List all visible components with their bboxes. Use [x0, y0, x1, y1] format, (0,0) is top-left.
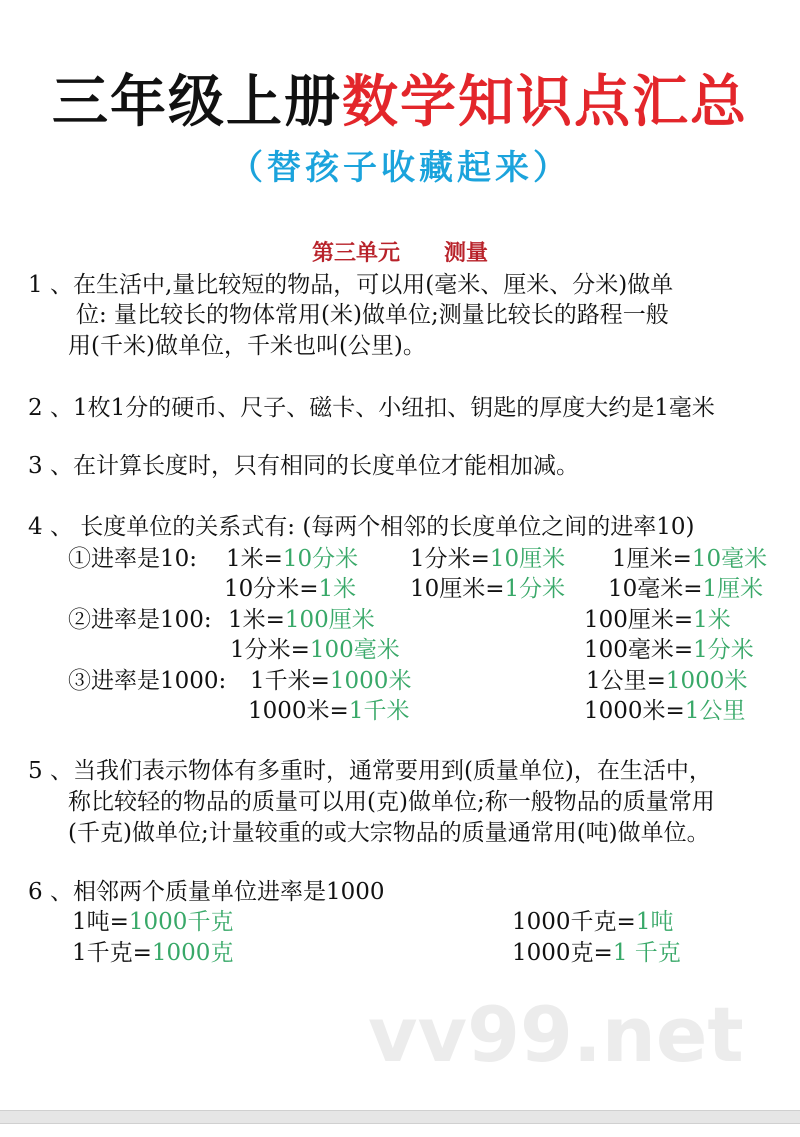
item-1-line-3: 用(千米)做单位，千米也叫(公里)。	[68, 333, 426, 359]
equation-lhs: 1厘米=	[612, 546, 692, 572]
equation-lhs: 1公里=	[586, 668, 666, 694]
equation-result: 1000米	[329, 668, 412, 694]
equation	[608, 574, 763, 604]
equation-lhs: 1千克=	[72, 940, 152, 966]
equation-result: 100毫米	[309, 637, 400, 663]
item-5-line-3: (千克)做单位;计量较重的或大宗物品的质量通常用(吨)做单位。	[68, 820, 710, 846]
item-5-line-1: 5 、当我们表示物体有多重时，通常要用到(质量单位)，在生活中，	[28, 758, 712, 784]
equation-lhs: 1分米=	[410, 546, 490, 572]
equation-result: 1吨	[635, 909, 674, 935]
rate-10-label: ①进率是10:	[68, 546, 198, 572]
equation-result: 1 千克	[612, 940, 681, 966]
item-1-line-1: 1 、在生活中,量比较短的物品，可以用(毫米、厘米、分米)做单	[28, 272, 674, 298]
equation	[584, 605, 731, 635]
equation-result: 1分米	[693, 637, 754, 663]
equation-result: 10分米	[282, 546, 359, 572]
equation-lhs: 1米=	[226, 546, 283, 572]
equation	[72, 907, 233, 937]
equation-result: 1厘米	[702, 576, 764, 602]
subtitle: （替孩子收藏起来）	[229, 148, 571, 188]
equation	[248, 696, 409, 726]
equation-lhs: 1000克=	[512, 940, 613, 966]
equation-result: 1公里	[684, 698, 746, 724]
equation-result: 1米	[693, 607, 731, 633]
equation	[230, 635, 400, 665]
equation	[512, 938, 681, 968]
item-5-line-2: 称比较轻的物品的质量可以用(克)做单位;称一般物品的质量常用	[68, 789, 715, 815]
equation-result: 1000克	[151, 940, 234, 966]
equation-lhs: 1000米=	[248, 698, 349, 724]
equation-lhs: 100毫米=	[584, 637, 694, 663]
page-divider	[0, 1110, 800, 1124]
equation	[612, 544, 767, 574]
page-title	[0, 58, 800, 138]
equation-lhs: 10分米=	[224, 576, 319, 602]
equation-lhs: 1000米=	[584, 698, 685, 724]
equation	[228, 605, 375, 635]
equation	[226, 544, 358, 574]
title-red: 数学知识点汇总	[342, 70, 748, 135]
equation-result: 1000千克	[128, 909, 234, 935]
equation-result: 1米	[318, 576, 357, 602]
equation-result: 10毫米	[691, 546, 768, 572]
equation	[72, 938, 233, 968]
equation-lhs: 1千米=	[250, 668, 330, 694]
equation-lhs: 1米=	[228, 607, 285, 633]
item-4: 4 、 长度单位的关系式有: (每两个相邻的长度单位之间的进率10)	[28, 514, 695, 540]
item-2: 2 、1枚1分的硬币、尺子、磁卡、小纽扣、钥匙的厚度大约是1毫米	[28, 395, 715, 421]
equation	[586, 666, 747, 696]
equation	[584, 696, 745, 726]
equation-lhs: 100厘米=	[584, 607, 694, 633]
equation-result: 100厘米	[284, 607, 375, 633]
rate-1000-label: ③进率是1000:	[68, 668, 227, 694]
rate-100-label: ②进率是100:	[68, 607, 212, 633]
item-1-line-2: 位: 量比较长的物体常用(米)做单位;测量比较长的路程一般	[76, 302, 669, 328]
equation-lhs: 10厘米=	[410, 576, 505, 602]
equation-lhs: 1000千克=	[512, 909, 636, 935]
equation	[224, 574, 356, 604]
item-6: 6 、相邻两个质量单位进率是1000	[28, 879, 385, 905]
watermark: vv99.net	[368, 990, 744, 1079]
equation-lhs: 1吨=	[72, 909, 129, 935]
equation	[250, 666, 411, 696]
item-3: 3 、在计算长度时，只有相同的长度单位才能相加减。	[28, 453, 579, 479]
equation	[410, 544, 565, 574]
equation-result: 1000米	[665, 668, 748, 694]
equation	[584, 635, 754, 665]
equation	[512, 907, 673, 937]
equation	[410, 574, 565, 604]
title-black: 三年级上册	[52, 70, 342, 135]
equation-result: 1千米	[348, 698, 410, 724]
equation-result: 10厘米	[489, 546, 566, 572]
section-heading: 第三单元 测量	[311, 240, 488, 266]
equation-lhs: 1分米=	[230, 637, 310, 663]
equation-lhs: 10毫米=	[608, 576, 703, 602]
equation-result: 1分米	[504, 576, 566, 602]
